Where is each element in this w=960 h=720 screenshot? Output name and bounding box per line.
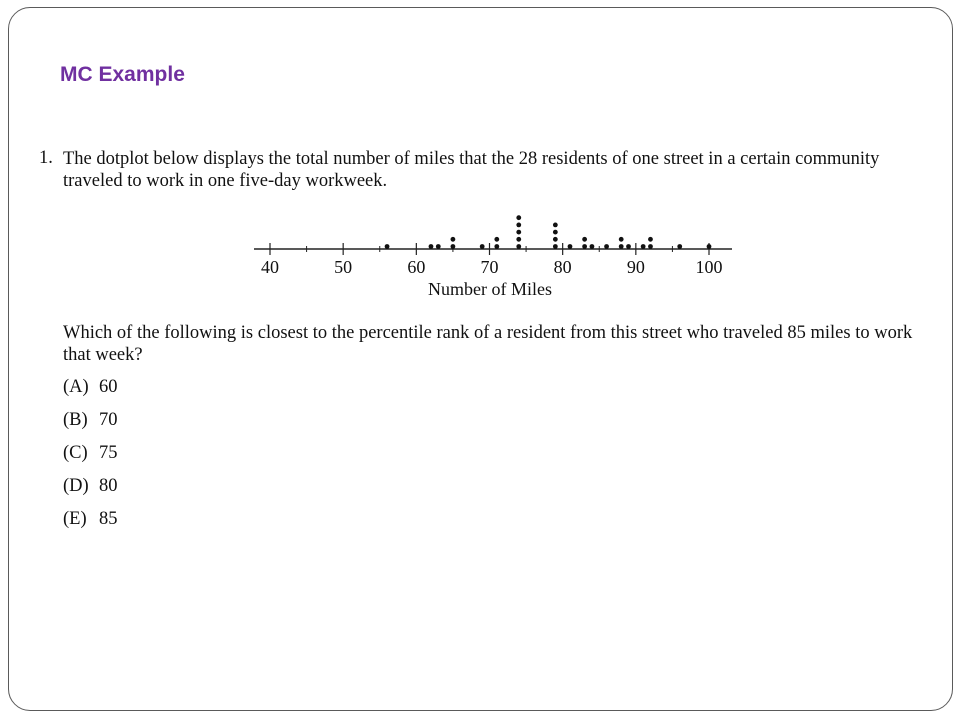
answer-choices <box>63 375 118 540</box>
dot <box>619 237 624 242</box>
dot <box>494 244 499 249</box>
choice-value: 70 <box>99 410 118 430</box>
dot <box>648 244 653 249</box>
x-tick-label: 50 <box>334 257 353 277</box>
dot <box>707 244 712 249</box>
choice-letter: (E) <box>63 509 87 529</box>
dot <box>553 230 558 235</box>
dot <box>480 244 485 249</box>
dot <box>494 237 499 242</box>
dot <box>516 237 521 242</box>
dot <box>553 223 558 228</box>
choice-value: 60 <box>99 377 118 397</box>
dot <box>451 237 456 242</box>
dot <box>516 244 521 249</box>
question-number: 1. <box>39 148 53 168</box>
choice-c[interactable] <box>63 441 118 474</box>
dot <box>516 223 521 228</box>
choice-letter: (C) <box>63 443 88 463</box>
slide-frame <box>8 7 953 711</box>
dotplot-dots <box>385 215 712 249</box>
choice-value: 80 <box>99 476 118 496</box>
dot <box>582 244 587 249</box>
dotplot-chart <box>249 196 739 306</box>
dot <box>553 237 558 242</box>
dot <box>677 244 682 249</box>
dot <box>568 244 573 249</box>
dot <box>385 244 390 249</box>
x-axis-tick-labels <box>261 257 723 277</box>
dot <box>641 244 646 249</box>
dotplot-axis <box>254 243 732 299</box>
choice-b[interactable] <box>63 408 118 441</box>
slide-title: MC Example <box>60 63 185 86</box>
x-tick-label: 80 <box>553 257 572 277</box>
dot <box>429 244 434 249</box>
choice-letter: (B) <box>63 410 88 430</box>
question-text: The dotplot below displays the total number of miles that the 28 residents of one street in a certain community traveled to work in one five-day workweek. <box>63 149 880 191</box>
dot <box>604 244 609 249</box>
choice-d[interactable] <box>63 474 118 507</box>
dot <box>626 244 631 249</box>
x-axis-label: Number of Miles <box>428 279 552 299</box>
x-tick-label: 70 <box>480 257 499 277</box>
x-tick-label: 60 <box>407 257 426 277</box>
x-tick-label: 90 <box>626 257 645 277</box>
choice-value: 75 <box>99 443 118 463</box>
choice-a[interactable] <box>63 375 118 408</box>
dot <box>648 237 653 242</box>
dot <box>619 244 624 249</box>
choice-value: 85 <box>99 509 118 529</box>
dot <box>436 244 441 249</box>
x-tick-label: 40 <box>261 257 279 277</box>
choice-letter: (D) <box>63 476 89 496</box>
dot <box>582 237 587 242</box>
question-prompt: Which of the following is closest to the percentile rank of a resident from this street who traveled 85 miles to work that week? <box>63 323 913 365</box>
choice-e[interactable] <box>63 507 118 540</box>
choice-letter: (A) <box>63 377 89 397</box>
x-tick-label: 100 <box>695 257 723 277</box>
dot <box>590 244 595 249</box>
dot <box>451 244 456 249</box>
dot <box>516 215 521 220</box>
dot <box>553 244 558 249</box>
dot <box>516 230 521 235</box>
